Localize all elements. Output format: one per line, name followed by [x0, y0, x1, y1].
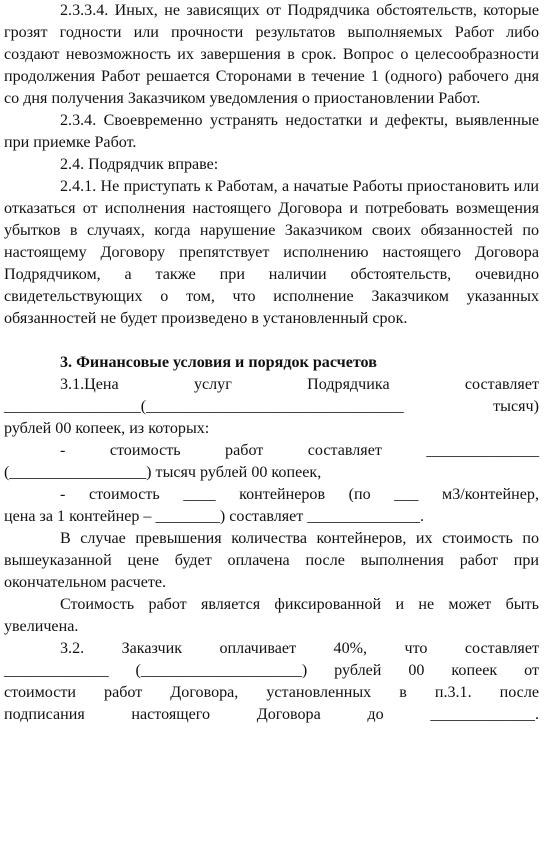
clause-2-4: 2.4. Подрядчик вправе: — [60, 156, 219, 173]
clause-2-3-4: 2.3.4. Своевременно устранять недостатки и дефекты, выявленные при приемке Работ. — [4, 112, 539, 151]
clause-2-3-3-4: 2.3.3.4. Иных, не зависящих от Подрядчика обстоятельств, которые грозят годности или прочности результатов выполняемых Работ либо создают невозможность их завершения в срок. Вопрос о целесообразности продолжения Работ решается Сторонами в течение 1 (одного) рабочего дня со дня получения Заказчиком уведомления о приостановлении Работ. — [4, 2, 539, 107]
clause-fixed-price: Стоимость работ является фиксированной и не может быть увеличена. — [4, 596, 539, 635]
clause-3-2-line-4: подписания настоящего Договора до _____________. — [4, 706, 539, 723]
section-spacer — [4, 330, 539, 352]
clause-3-2-line-2: _____________ (____________________) рублей 00 копеек от — [4, 662, 539, 679]
clause-3-2-line-1: 3.2. Заказчик оплачивает 40%, что составляет — [60, 640, 539, 657]
clause-3-1-line-3: рублей 00 копеек, из которых: — [4, 420, 210, 437]
clause-excess-containers: В случае превышения количества контейнеров, их стоимость по вышеуказанной цене будет оплачена после выполнения работ при окончательном расчете. — [4, 530, 539, 591]
clause-2-4-1: 2.4.1. Не приступать к Работам, а начатые Работы приостановить или отказаться от исполнения настоящего Договора и потребовать возмещения убытков в случаях, когда нарушение Заказчиком своих обязанностей по настоящему Договору препятствует исполнению настоящего Договора Подрядчиком, а также при наличии обстоятельств, очевидно свидетельствующих о том, что исполнение Заказчиком указанных обязанностей не будет произведено в установленный срок. — [4, 178, 539, 327]
cost-item-containers-line-1: - стоимость ____ контейнеров (по ___ м3/контейнер, — [60, 486, 539, 503]
cost-item-works-line-2: (_________________) тысяч рублей 00 копеек, — [4, 464, 322, 481]
clause-3-2-line-3: стоимости работ Договора, установленных в п.3.1. после — [4, 684, 539, 701]
section-3-heading: 3. Финансовые условия и порядок расчетов — [60, 354, 377, 371]
clause-3-1-line-2: _________________(________________________________ тысяч) — [4, 398, 539, 415]
cost-item-works-line-1: - стоимость работ составляет ______________ — [60, 442, 539, 459]
cost-item-containers-line-2: цена за 1 контейнер – ________) составляет ______________. — [4, 508, 425, 525]
clause-3-1-line-1: 3.1.Цена услуг Подрядчика составляет — [60, 376, 539, 393]
